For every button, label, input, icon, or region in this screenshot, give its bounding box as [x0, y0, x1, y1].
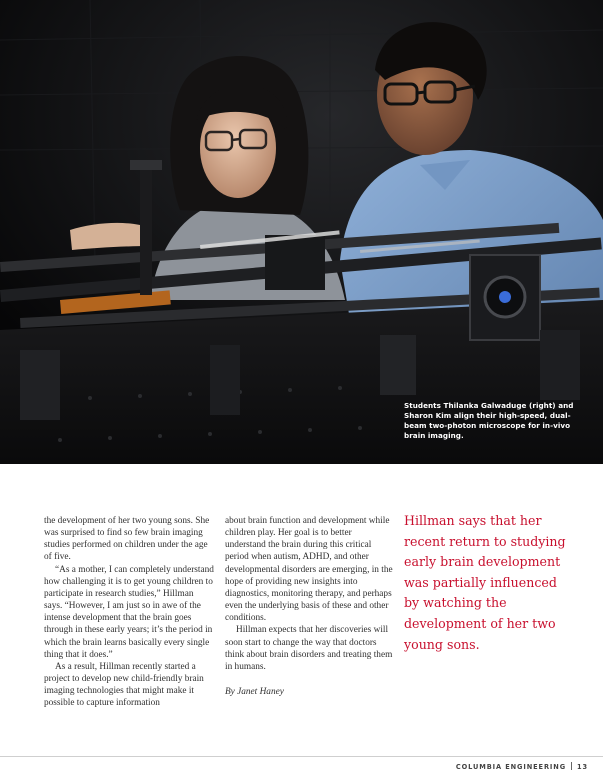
column-2-paragraph-1: about brain function and development while children play. Her goal is to better understand the brain during this critical period when autism, ADHD, and other developmental disorders are emerging, in the hope of providing new insights into diagnostics, monitoring therapy, and perhaps even the underlying basis of these and other conditions.	[225, 516, 393, 624]
photo-caption: Students Thilanka Galwaduge (right) and Sharon Kim align their high-speed, dual-beam two-photon microscope for in-vivo brain imaging.	[404, 401, 574, 440]
page-footer	[456, 762, 588, 771]
publication-name: COLUMBIA ENGINEERING	[455, 763, 567, 771]
byline: By Janet Haney	[225, 687, 284, 698]
pull-quote: Hillman says that her recent return to studying early brain development was partially influenced by watching the development of her two young sons.	[404, 513, 566, 652]
article-column-1	[44, 515, 214, 710]
column-1-paragraph-2: “As a mother, I can completely understand how challenging it is to get young children to participate in research studies,” Hillman says. “However, I am just so in awe of the intense development that the brain goes through in these early years; it’s the period in which the brain learns basically every single thing that it does.”	[44, 564, 214, 660]
footer-separator	[571, 762, 572, 770]
column-1-paragraph-3: As a result, Hillman recently started a project to develop new child-friendly brain imaging technologies that might make it possible to capture information	[44, 661, 204, 709]
page-number: 13	[577, 763, 588, 771]
column-1-paragraph-1: the development of her two young sons. She was surprised to find so few brain imaging studies performed on children under the age of five.	[44, 516, 210, 563]
article-column-2	[225, 515, 393, 698]
column-2-paragraph-2: Hillman expects that her discoveries will soon start to change the way that doctors think about brain disorders and treating them in humans.	[225, 625, 393, 672]
footer-rule	[0, 756, 603, 757]
